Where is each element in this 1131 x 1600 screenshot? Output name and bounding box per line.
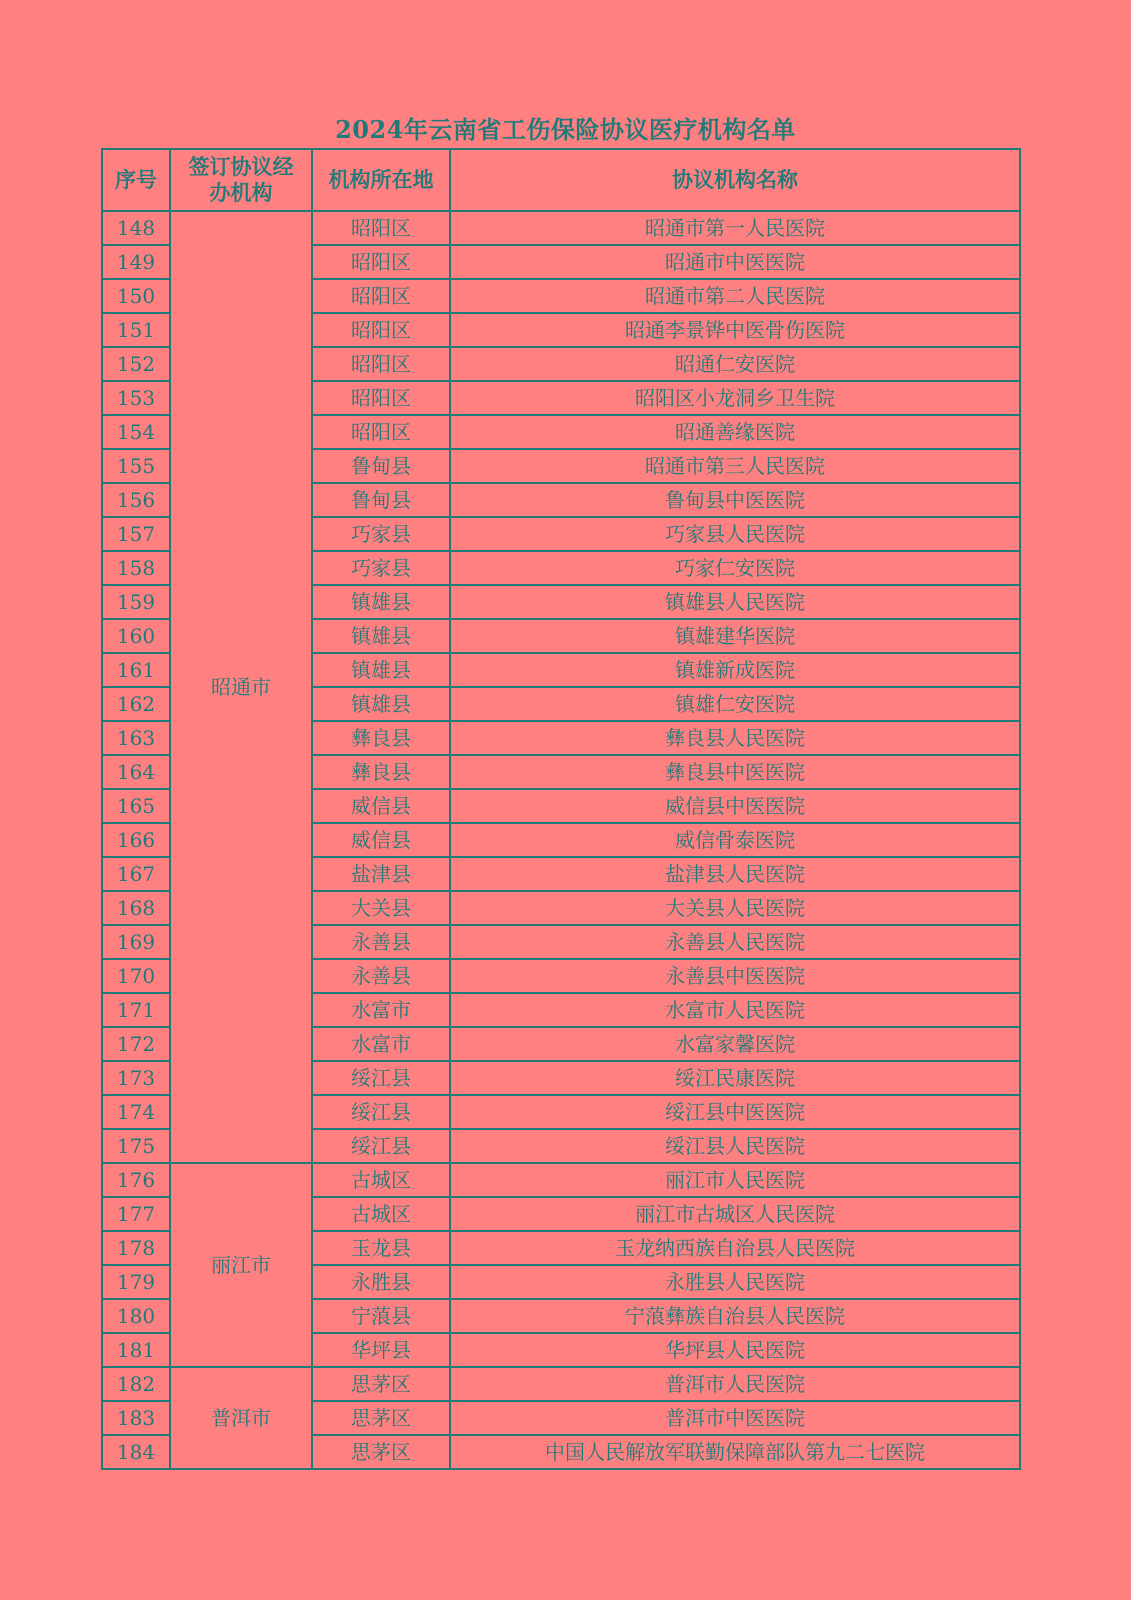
cell-location: 镇雄县 xyxy=(312,687,450,721)
cell-seq: 184 xyxy=(102,1435,170,1469)
cell-institution-name: 昭通李景铧中医骨伤医院 xyxy=(450,313,1020,347)
header-seq: 序号 xyxy=(102,149,170,211)
cell-location: 昭阳区 xyxy=(312,211,450,245)
cell-institution-name: 昭通市第二人民医院 xyxy=(450,279,1020,313)
cell-institution-name: 水富家馨医院 xyxy=(450,1027,1020,1061)
cell-seq: 176 xyxy=(102,1163,170,1197)
cell-seq: 180 xyxy=(102,1299,170,1333)
cell-institution-name: 华坪县人民医院 xyxy=(450,1333,1020,1367)
cell-seq: 148 xyxy=(102,211,170,245)
cell-institution-name: 彝良县人民医院 xyxy=(450,721,1020,755)
cell-seq: 167 xyxy=(102,857,170,891)
cell-institution-name: 宁蒗彝族自治县人民医院 xyxy=(450,1299,1020,1333)
cell-institution-name: 昭通仁安医院 xyxy=(450,347,1020,381)
cell-seq: 151 xyxy=(102,313,170,347)
cell-location: 绥江县 xyxy=(312,1061,450,1095)
cell-seq: 171 xyxy=(102,993,170,1027)
cell-location: 镇雄县 xyxy=(312,653,450,687)
cell-location: 彝良县 xyxy=(312,755,450,789)
cell-institution-name: 威信县中医医院 xyxy=(450,789,1020,823)
cell-seq: 156 xyxy=(102,483,170,517)
cell-location: 威信县 xyxy=(312,823,450,857)
cell-location: 绥江县 xyxy=(312,1095,450,1129)
cell-location: 鲁甸县 xyxy=(312,483,450,517)
cell-location: 彝良县 xyxy=(312,721,450,755)
cell-seq: 183 xyxy=(102,1401,170,1435)
cell-institution-name: 永善县人民医院 xyxy=(450,925,1020,959)
cell-location: 镇雄县 xyxy=(312,585,450,619)
cell-location: 永善县 xyxy=(312,959,450,993)
cell-location: 昭阳区 xyxy=(312,279,450,313)
cell-seq: 160 xyxy=(102,619,170,653)
header-agency: 签订协议经办机构 xyxy=(170,149,312,211)
cell-seq: 178 xyxy=(102,1231,170,1265)
cell-institution-name: 镇雄建华医院 xyxy=(450,619,1020,653)
cell-institution-name: 玉龙纳西族自治县人民医院 xyxy=(450,1231,1020,1265)
cell-seq: 172 xyxy=(102,1027,170,1061)
cell-institution-name: 丽江市人民医院 xyxy=(450,1163,1020,1197)
cell-institution-name: 普洱市人民医院 xyxy=(450,1367,1020,1401)
cell-institution-name: 昭通市第三人民医院 xyxy=(450,449,1020,483)
table-row xyxy=(102,1367,1020,1401)
cell-institution-name: 永善县中医医院 xyxy=(450,959,1020,993)
cell-seq: 169 xyxy=(102,925,170,959)
cell-seq: 150 xyxy=(102,279,170,313)
cell-institution-name: 昭通市中医医院 xyxy=(450,245,1020,279)
cell-location: 古城区 xyxy=(312,1197,450,1231)
cell-institution-name: 镇雄新成医院 xyxy=(450,653,1020,687)
cell-location: 昭阳区 xyxy=(312,347,450,381)
cell-institution-name: 巧家仁安医院 xyxy=(450,551,1020,585)
cell-location: 玉龙县 xyxy=(312,1231,450,1265)
cell-location: 昭阳区 xyxy=(312,381,450,415)
cell-institution-name: 昭阳区小龙洞乡卫生院 xyxy=(450,381,1020,415)
header-institution: 协议机构名称 xyxy=(450,149,1020,211)
cell-location: 绥江县 xyxy=(312,1129,450,1163)
cell-institution-name: 永胜县人民医院 xyxy=(450,1265,1020,1299)
cell-institution-name: 普洱市中医医院 xyxy=(450,1401,1020,1435)
cell-seq: 182 xyxy=(102,1367,170,1401)
cell-institution-name: 昭通市第一人民医院 xyxy=(450,211,1020,245)
cell-agency: 普洱市 xyxy=(170,1367,312,1469)
cell-seq: 153 xyxy=(102,381,170,415)
cell-seq: 159 xyxy=(102,585,170,619)
cell-institution-name: 巧家县人民医院 xyxy=(450,517,1020,551)
cell-location: 水富市 xyxy=(312,993,450,1027)
cell-location: 昭阳区 xyxy=(312,415,450,449)
cell-seq: 149 xyxy=(102,245,170,279)
document-title: 2024年云南省工伤保险协议医疗机构名单 xyxy=(335,115,796,144)
cell-institution-name: 鲁甸县中医医院 xyxy=(450,483,1020,517)
cell-agency: 昭通市 xyxy=(170,211,312,1163)
cell-location: 宁蒗县 xyxy=(312,1299,450,1333)
cell-agency: 丽江市 xyxy=(170,1163,312,1367)
cell-location: 永胜县 xyxy=(312,1265,450,1299)
cell-location: 大关县 xyxy=(312,891,450,925)
cell-location: 巧家县 xyxy=(312,517,450,551)
cell-institution-name: 昭通善缘医院 xyxy=(450,415,1020,449)
cell-location: 巧家县 xyxy=(312,551,450,585)
cell-seq: 175 xyxy=(102,1129,170,1163)
cell-institution-name: 大关县人民医院 xyxy=(450,891,1020,925)
cell-seq: 161 xyxy=(102,653,170,687)
cell-seq: 168 xyxy=(102,891,170,925)
cell-seq: 164 xyxy=(102,755,170,789)
header-location: 机构所在地 xyxy=(312,149,450,211)
cell-seq: 158 xyxy=(102,551,170,585)
table-body xyxy=(102,211,1020,1469)
cell-location: 古城区 xyxy=(312,1163,450,1197)
cell-location: 昭阳区 xyxy=(312,313,450,347)
cell-institution-name: 镇雄县人民医院 xyxy=(450,585,1020,619)
cell-seq: 181 xyxy=(102,1333,170,1367)
cell-institution-name: 镇雄仁安医院 xyxy=(450,687,1020,721)
cell-location: 鲁甸县 xyxy=(312,449,450,483)
table-row xyxy=(102,1163,1020,1197)
cell-location: 水富市 xyxy=(312,1027,450,1061)
cell-location: 盐津县 xyxy=(312,857,450,891)
cell-location: 昭阳区 xyxy=(312,245,450,279)
cell-seq: 170 xyxy=(102,959,170,993)
cell-institution-name: 盐津县人民医院 xyxy=(450,857,1020,891)
cell-seq: 157 xyxy=(102,517,170,551)
cell-seq: 162 xyxy=(102,687,170,721)
cell-institution-name: 绥江民康医院 xyxy=(450,1061,1020,1095)
cell-location: 华坪县 xyxy=(312,1333,450,1367)
cell-institution-name: 绥江县中医医院 xyxy=(450,1095,1020,1129)
cell-location: 镇雄县 xyxy=(312,619,450,653)
cell-seq: 154 xyxy=(102,415,170,449)
cell-seq: 179 xyxy=(102,1265,170,1299)
cell-location: 思茅区 xyxy=(312,1367,450,1401)
cell-institution-name: 水富市人民医院 xyxy=(450,993,1020,1027)
cell-institution-name: 威信骨泰医院 xyxy=(450,823,1020,857)
cell-seq: 174 xyxy=(102,1095,170,1129)
cell-seq: 165 xyxy=(102,789,170,823)
cell-location: 思茅区 xyxy=(312,1401,450,1435)
cell-seq: 155 xyxy=(102,449,170,483)
cell-seq: 173 xyxy=(102,1061,170,1095)
institution-table xyxy=(101,148,1021,1470)
cell-seq: 163 xyxy=(102,721,170,755)
cell-institution-name: 丽江市古城区人民医院 xyxy=(450,1197,1020,1231)
table-row xyxy=(102,211,1020,245)
cell-location: 思茅区 xyxy=(312,1435,450,1469)
cell-seq: 166 xyxy=(102,823,170,857)
table-header-row xyxy=(102,149,1020,211)
cell-location: 永善县 xyxy=(312,925,450,959)
cell-institution-name: 绥江县人民医院 xyxy=(450,1129,1020,1163)
cell-location: 威信县 xyxy=(312,789,450,823)
cell-seq: 152 xyxy=(102,347,170,381)
cell-institution-name: 中国人民解放军联勤保障部队第九二七医院 xyxy=(450,1435,1020,1469)
cell-seq: 177 xyxy=(102,1197,170,1231)
cell-institution-name: 彝良县中医医院 xyxy=(450,755,1020,789)
